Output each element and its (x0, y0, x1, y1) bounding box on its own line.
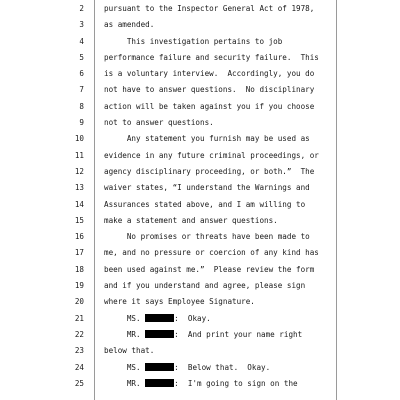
line-text-segment: below that. (104, 346, 155, 356)
line-text (104, 82, 314, 98)
line-number: 7 (79, 85, 84, 95)
line-number: 15 (74, 215, 84, 225)
transcript-line (0, 376, 400, 392)
line-text-segment: evidence in any future criminal proceedings, or (104, 150, 319, 160)
line-text (104, 115, 214, 131)
line-number: 5 (79, 52, 84, 62)
line-text (104, 213, 278, 229)
line-number: 11 (74, 150, 84, 160)
line-number: 19 (74, 281, 84, 291)
line-text-segment: : Okay. (174, 313, 211, 323)
transcript-line (0, 278, 400, 294)
line-text-segment: Any statement you furnish may be used as (104, 134, 310, 144)
transcript-line (0, 99, 400, 115)
redaction-box (145, 379, 174, 387)
transcript-line (0, 311, 400, 327)
redaction-box (145, 330, 174, 338)
line-number: 16 (74, 232, 84, 242)
line-number: 6 (79, 69, 84, 79)
line-text-segment: MS. (104, 362, 146, 372)
line-text (104, 17, 154, 33)
line-text-segment: pursuant to the Inspector General Act of 1978, (104, 4, 315, 13)
line-number: 2 (79, 4, 84, 13)
transcript-line (0, 82, 400, 98)
transcript-line (0, 327, 400, 343)
line-text (104, 99, 314, 115)
line-text-segment: waiver states, “I understand the Warnings and (104, 183, 310, 193)
line-number: 22 (74, 329, 84, 339)
transcript-line (0, 245, 400, 261)
transcript-line (0, 17, 400, 33)
line-text (104, 131, 310, 147)
line-text-segment: Assurances stated above, and I am willing to (104, 199, 306, 209)
transcript-lines (0, 1, 400, 392)
line-text-segment: MR. (104, 378, 146, 388)
transcript-line (0, 197, 400, 213)
line-text (104, 34, 282, 50)
line-number: 8 (79, 101, 84, 111)
transcript-line (0, 131, 400, 147)
line-number: 4 (79, 36, 84, 46)
line-text (104, 343, 154, 359)
redaction-box (145, 314, 174, 322)
line-number: 23 (74, 346, 84, 356)
line-number: 13 (74, 183, 84, 193)
transcript-line (0, 148, 400, 164)
transcript-line (0, 360, 400, 376)
line-text-segment: not have to answer questions. No disciplinary (104, 85, 315, 95)
line-text (104, 245, 319, 261)
line-text (104, 278, 305, 294)
line-text-segment: action will be taken against you if you choose (104, 101, 315, 111)
line-text (104, 148, 319, 164)
transcript-line (0, 115, 400, 131)
transcript-line (0, 34, 400, 50)
line-number: 17 (74, 248, 84, 258)
line-text (104, 164, 314, 180)
line-text-segment: and if you understand and agree, please sign (104, 281, 306, 291)
redaction-box (145, 363, 174, 371)
line-number: 24 (74, 362, 84, 372)
line-text-segment: as amended. (104, 20, 155, 30)
line-text-segment: : Below that. Okay. (174, 362, 271, 372)
line-text (104, 294, 255, 310)
line-text-segment: agency disciplinary proceeding, or both.” The (104, 166, 315, 176)
transcript-line (0, 180, 400, 196)
transcript-line (0, 164, 400, 180)
line-text (104, 1, 314, 17)
line-number: 21 (74, 313, 84, 323)
line-number: 9 (79, 118, 84, 128)
line-number: 14 (74, 199, 84, 209)
line-text-segment: This investigation pertains to job (104, 36, 283, 46)
line-text-segment: No promises or threats have been made to (104, 232, 310, 242)
line-number: 12 (74, 166, 84, 176)
line-text-segment: : I'm going to sign on the (174, 378, 298, 388)
line-text-segment: where it says Employee Signature. (104, 297, 255, 307)
transcript-line (0, 343, 400, 359)
line-text-segment: MR. (104, 329, 146, 339)
transcript-line (0, 294, 400, 310)
line-text-segment: make a statement and answer questions. (104, 215, 278, 225)
line-text-segment: is a voluntary interview. Accordingly, you do (104, 69, 315, 79)
transcript-line (0, 262, 400, 278)
line-text (104, 180, 310, 196)
line-text (104, 376, 298, 392)
line-text (104, 327, 302, 343)
line-number: 10 (74, 134, 84, 144)
line-text-segment: MS. (104, 313, 146, 323)
transcript-line (0, 50, 400, 66)
line-text (104, 229, 310, 245)
line-text-segment: me, and no pressure or coercion of any kind has (104, 248, 319, 258)
line-text (104, 197, 305, 213)
line-number: 20 (74, 297, 84, 307)
line-number: 18 (74, 264, 84, 274)
line-number: 3 (79, 20, 84, 30)
transcript-line (0, 229, 400, 245)
line-number: 25 (74, 378, 84, 388)
transcript-line (0, 1, 400, 17)
line-text (104, 311, 211, 327)
transcript-line (0, 213, 400, 229)
line-text-segment: been used against me.” Please review the form (104, 264, 315, 274)
line-text (104, 262, 314, 278)
line-text (104, 50, 319, 66)
line-text (104, 66, 314, 82)
line-text-segment: not to answer questions. (104, 118, 214, 128)
transcript-line (0, 66, 400, 82)
line-text-segment: performance failure and security failure. This (104, 52, 319, 62)
line-text (104, 360, 270, 376)
line-text-segment: : And print your name right (174, 329, 303, 339)
